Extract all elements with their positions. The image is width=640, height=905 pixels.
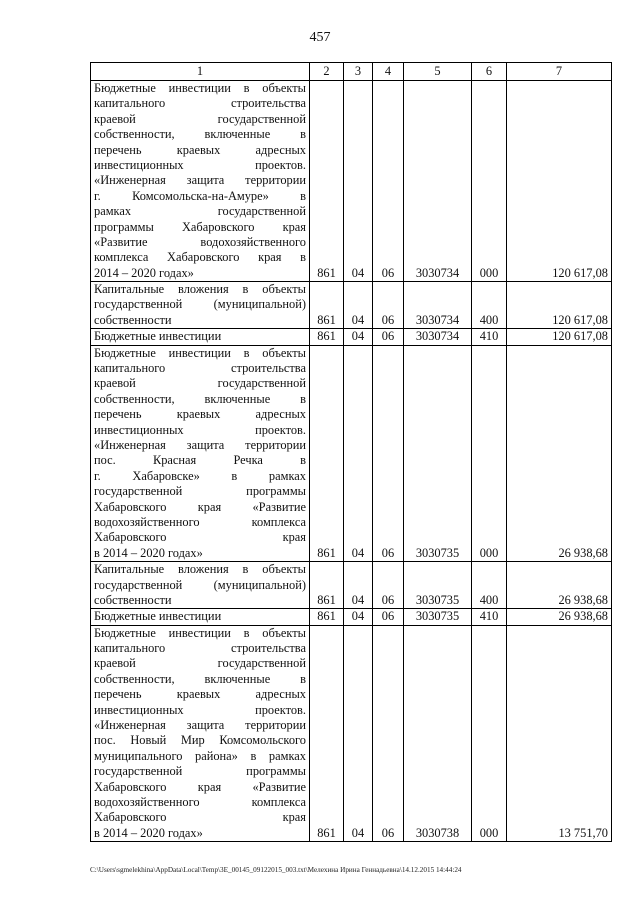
cell-amount: 120 617,08 [507,81,612,282]
cell-ministry-code: 861 [310,329,344,345]
description-line: Хабаровского края «Развитие [94,779,306,794]
description-line: капитального строительства [94,641,306,656]
cell-amount: 26 938,68 [507,609,612,625]
description-line: 2014 – 2020 годах» [94,265,194,280]
description-line: краевой государственной [94,376,306,391]
description-line: инвестиционных проектов. [94,422,306,437]
description-line: Хабаровского края [94,530,306,545]
description-line: инвестиционных проектов. [94,157,306,172]
cell-ministry-code: 861 [310,345,344,561]
description-line: «Инженерная защита территории [94,173,306,188]
description-line: Бюджетные инвестиции в объекты [94,345,306,360]
description-line: комплекса Хабаровского края в [94,250,306,265]
column-header: 5 [404,63,472,81]
description-line: Бюджетные инвестиции в объекты [94,81,306,95]
column-header: 3 [344,63,373,81]
row-description [91,329,310,345]
description-line: пос. Новый Мир Комсомольского [94,733,306,748]
cell-expense-type: 400 [472,282,507,329]
cell-amount: 26 938,68 [507,345,612,561]
page-number: 457 [309,30,331,45]
description-line: Хабаровского края [94,810,306,825]
description-line: государственной (муниципальной) [94,297,306,312]
description-line: краевой государственной [94,656,306,671]
cell-subsection-code: 06 [373,81,404,282]
description-line: «Развитие водохозяйственного [94,234,306,249]
description-line: государственной программы [94,484,306,499]
cell-section-code: 04 [344,609,373,625]
description-line: капитального строительства [94,361,306,376]
cell-section-code: 04 [344,345,373,561]
description-line: собственности [94,312,172,327]
row-description [91,81,310,282]
description-line: собственности, включенные в [94,127,306,142]
description-line: перечень краевых адресных [94,142,306,157]
cell-expense-type: 000 [472,81,507,282]
description-line: водохозяйственного комплекса [94,795,306,809]
cell-subsection-code: 06 [373,609,404,625]
cell-subsection-code: 06 [373,329,404,345]
cell-target-article: 3030734 [404,329,472,345]
row-description [91,562,310,609]
cell-section-code: 04 [344,329,373,345]
description-line: капитального строительства [94,96,306,111]
cell-target-article: 3030735 [404,345,472,561]
column-header: 6 [472,63,507,81]
cell-target-article: 3030734 [404,282,472,329]
description-line: Бюджетные инвестиции в объекты [94,625,306,640]
description-line: государственной программы [94,764,306,779]
table-row [91,609,612,625]
column-header: 2 [310,63,344,81]
description-line: рамках государственной [94,204,306,219]
description-line: программы Хабаровского края [94,219,306,234]
cell-amount: 26 938,68 [507,562,612,609]
description-line: собственности, включенные в [94,391,306,406]
cell-amount: 13 751,70 [507,625,612,841]
description-line: водохозяйственного комплекса [94,514,306,529]
description-line: «Инженерная защита территории [94,438,306,452]
description-line: собственности [94,592,172,607]
cell-expense-type: 000 [472,625,507,841]
cell-section-code: 04 [344,81,373,282]
cell-section-code: 04 [344,625,373,841]
cell-target-article: 3030738 [404,625,472,841]
cell-section-code: 04 [344,562,373,609]
column-header: 1 [91,63,310,81]
cell-subsection-code: 06 [373,282,404,329]
cell-ministry-code: 861 [310,282,344,329]
cell-subsection-code: 06 [373,625,404,841]
row-description [91,609,310,625]
description-line: Капитальные вложения в объекты [94,282,306,297]
description-line: в 2014 – 2020 годах» [94,825,203,840]
cell-target-article: 3030735 [404,562,472,609]
budget-table [90,62,612,842]
row-description [91,625,310,841]
description-line: Хабаровского края «Развитие [94,499,306,514]
cell-expense-type: 000 [472,345,507,561]
description-line: Капитальные вложения в объекты [94,562,306,577]
cell-target-article: 3030734 [404,81,472,282]
description-line: муниципального района» в рамках [94,748,306,763]
description-line: г. Хабаровске» в рамках [94,468,306,483]
table-row [91,81,612,282]
row-description [91,282,310,329]
row-description [91,345,310,561]
cell-ministry-code: 861 [310,562,344,609]
cell-amount: 120 617,08 [507,282,612,329]
description-line: государственной (муниципальной) [94,577,306,592]
cell-expense-type: 410 [472,329,507,345]
table-row [91,345,612,561]
cell-ministry-code: 861 [310,609,344,625]
file-path-footer: C:\Users\sgmelekhina\AppData\Local\Temp\3Е_00145_09122015_003.txt\Мелехина Ирина Геннадьевна\14.12.2015 14:44:24 [90,866,462,874]
cell-ministry-code: 861 [310,81,344,282]
cell-ministry-code: 861 [310,625,344,841]
description-line: Бюджетные инвестиции [94,329,222,344]
table-row [91,282,612,329]
column-header: 4 [373,63,404,81]
table-row [91,329,612,345]
table-header-row [91,63,612,81]
description-line: перечень краевых адресных [94,407,306,422]
column-header: 7 [507,63,612,81]
description-line: пос. Красная Речка в [94,453,306,468]
cell-section-code: 04 [344,282,373,329]
cell-subsection-code: 06 [373,562,404,609]
table-row [91,562,612,609]
description-line: г. Комсомольска-на-Амуре» в [94,188,306,203]
table-row [91,625,612,841]
description-line: перечень краевых адресных [94,687,306,702]
description-line: «Инженерная защита территории [94,718,306,733]
cell-amount: 120 617,08 [507,329,612,345]
cell-expense-type: 410 [472,609,507,625]
description-line: инвестиционных проектов. [94,702,306,717]
cell-expense-type: 400 [472,562,507,609]
description-line: краевой государственной [94,111,306,126]
description-line: в 2014 – 2020 годах» [94,545,203,560]
cell-subsection-code: 06 [373,345,404,561]
description-line: Бюджетные инвестиции [94,609,222,624]
description-line: собственности, включенные в [94,671,306,686]
cell-target-article: 3030735 [404,609,472,625]
